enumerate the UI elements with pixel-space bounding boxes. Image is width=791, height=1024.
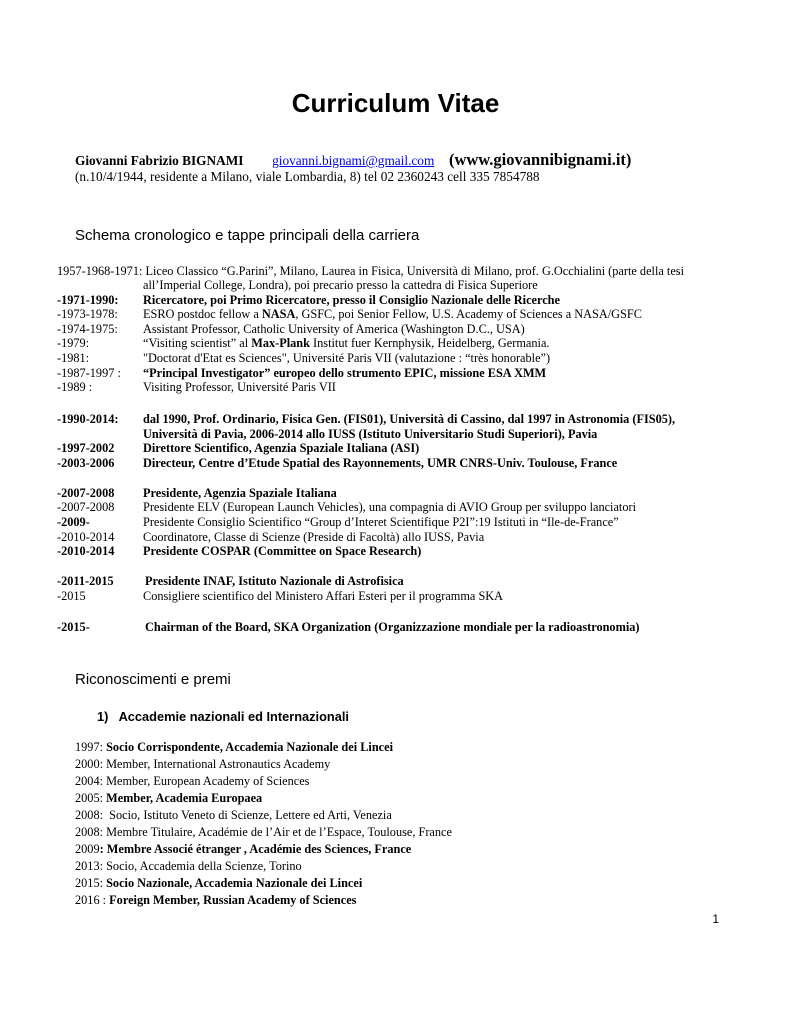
award-year: 2000: xyxy=(75,757,107,771)
career-desc: Coordinatore, Classe di Scienze (Preside di Facoltà) allo IUSS, Pavia xyxy=(143,530,485,544)
career-desc: Directeur, Centre d’Etude Spatial des Rayonnements, UMR CNRS-Univ. Toulouse, France xyxy=(143,456,618,470)
career-desc: Consigliere scientifico del Ministero Affari Esteri per il programma SKA xyxy=(143,589,504,603)
header-line xyxy=(75,152,631,169)
award-item xyxy=(75,825,452,840)
desc-part: , GSFC, poi Senior Fellow, U.S. Academy of Sciences a NASA/GSFC xyxy=(295,307,642,321)
award-year: 1997: xyxy=(75,740,107,754)
career-desc: Presidente ELV (European Launch Vehicles), una compagnia di AVIO Group per sviluppo lanciatori xyxy=(143,500,637,514)
award-item xyxy=(75,842,411,857)
career-date: -1981: xyxy=(57,351,90,365)
career-date: -2007-2008 xyxy=(57,486,115,500)
career-date: -2007-2008 xyxy=(57,500,115,514)
award-text: : Membre Associé étranger , Académie des Sciences, France xyxy=(99,842,412,856)
career-date: -1974-1975: xyxy=(57,322,118,336)
award-item xyxy=(75,808,392,823)
award-year: 2015: xyxy=(75,876,107,890)
career-desc xyxy=(143,307,642,322)
award-item xyxy=(75,876,362,891)
award-item xyxy=(75,859,302,874)
desc-part: ESRO postdoc fellow a xyxy=(143,307,262,321)
career-date: -2015 xyxy=(57,589,86,603)
career-date: -2011-2015 xyxy=(57,574,114,588)
award-item xyxy=(75,791,262,806)
award-year: 2008: xyxy=(75,825,107,839)
career-date: -2003-2006 xyxy=(57,456,115,470)
awards-subheading: 1) Accademie nazionali ed Internazionali xyxy=(97,709,349,724)
career-desc: Chairman of the Board, SKA Organization (Organizzazione mondiale per la radioastronomia) xyxy=(145,620,640,634)
award-year: 2009 xyxy=(75,842,100,856)
career-date: -2015- xyxy=(57,620,90,634)
author-name: Giovanni Fabrizio BIGNAMI xyxy=(75,153,244,168)
award-item xyxy=(75,740,393,755)
career-entry xyxy=(57,264,684,279)
career-date: -1989 : xyxy=(57,380,93,394)
career-desc: "Doctorat d'Etat es Sciences", Université Paris VII (valutazione : “très honorable”) xyxy=(143,351,551,365)
award-text: Socio, Accademia della Scienze, Torino xyxy=(106,859,302,873)
awards-heading: Riconoscimenti e premi xyxy=(75,671,231,688)
award-year: 2005: xyxy=(75,791,107,805)
personal-details: (n.10/4/1944, residente a Milano, viale Lombardia, 8) tel 02 2360243 cell 335 7854788 xyxy=(75,169,540,184)
career-desc: Visiting Professor, Université Paris VII xyxy=(143,380,336,394)
desc-part: “Visiting scientist” al xyxy=(143,336,252,350)
website-text: (www.giovannibignami.it) xyxy=(448,150,632,169)
award-text: Member, International Astronautics Academy xyxy=(106,757,331,771)
award-text: , Accademia Nazionale dei Lincei xyxy=(189,876,363,890)
award-text-bold: Socio Nazionale xyxy=(106,876,190,890)
award-text: Member, European Academy of Sciences xyxy=(106,774,310,788)
career-desc: “Principal Investigator” europeo dello strumento EPIC, missione ESA XMM xyxy=(143,366,547,380)
career-desc xyxy=(143,336,549,351)
career-desc: Direttore Scientifico, Agenzia Spaziale Italiana (ASI) xyxy=(143,441,420,455)
career-date: -1971-1990: xyxy=(57,293,119,307)
desc-part: Institut fuer Kernphysik, Heidelberg, Germania. xyxy=(309,336,550,350)
career-desc: Assistant Professor, Catholic University of America (Washington D.C., USA) xyxy=(143,322,525,336)
career-date: -2010-2014 xyxy=(57,544,115,558)
desc-bold: Max-Plank xyxy=(251,336,310,350)
career-entry-cont: Università di Pavia, 2006-2014 allo IUSS (Istituto Universitario Studi Superiori), Pavia xyxy=(143,427,598,441)
career-date: -2010-2014 xyxy=(57,530,115,544)
award-year: 2008: xyxy=(75,808,110,822)
career-date: -1979: xyxy=(57,336,90,350)
career-desc: Presidente COSPAR (Committee on Space Research) xyxy=(143,544,422,558)
page-number: 1 xyxy=(712,912,719,926)
career-heading: Schema cronologico e tappe principali della carriera xyxy=(75,227,420,244)
award-text: Membre Titulaire, Académie de l’Air et de l’Espace, Toulouse, France xyxy=(106,825,452,839)
award-year: 2013: xyxy=(75,859,107,873)
career-desc: Ricercatore, poi Primo Ricercatore, presso il Consiglio Nazionale delle Ricerche xyxy=(143,293,560,307)
career-date: -2009- xyxy=(57,515,90,529)
award-text: Foreign Member, Russian Academy of Sciences xyxy=(109,893,357,907)
award-text: Socio Corrispondente, Accademia Nazionale dei Lincei xyxy=(106,740,393,754)
career-desc: Presidente, Agenzia Spaziale Italiana xyxy=(143,486,337,500)
award-year: 2004: xyxy=(75,774,107,788)
career-entry-cont: all’Imperial College, Londra), poi precario presso la cattedra di Fisica Superiore xyxy=(143,278,538,292)
career-entry-text: 1957-1968-1971: Liceo Classico “G.Parini”, Milano, Laurea in Fisica, Università di Milano, prof. G.Occhialini (parte della tesi xyxy=(57,264,684,278)
desc-bold: NASA xyxy=(261,307,296,321)
career-date: -1997-2002 xyxy=(57,441,115,455)
career-desc: Presidente INAF, Istituto Nazionale di Astrofisica xyxy=(145,574,404,588)
document-title: Curriculum Vitae xyxy=(291,88,500,118)
career-date: -1973-1978: xyxy=(57,307,118,321)
career-date: -1987-1997 : xyxy=(57,366,121,380)
career-desc: Presidente Consiglio Scientifico “Group d’Interet Scientifique P2I”:19 Istituti in “Ile-de-France” xyxy=(143,515,619,529)
award-text: Socio, Istituto Veneto di Scienze, Lettere ed Arti, Venezia xyxy=(109,808,392,822)
award-text: Member, Academia Europaea xyxy=(106,791,263,805)
award-item xyxy=(75,774,309,789)
career-desc: dal 1990, Prof. Ordinario, Fisica Gen. (FIS01), Università di Cassino, dal 1997 in Astronomia (FIS05), xyxy=(143,412,676,426)
email-link[interactable]: giovanni.bignami@gmail.com xyxy=(272,153,435,168)
career-date: -1990-2014: xyxy=(57,412,119,426)
award-item xyxy=(75,757,330,772)
award-item xyxy=(75,893,356,908)
award-year: 2016 : xyxy=(75,893,110,907)
